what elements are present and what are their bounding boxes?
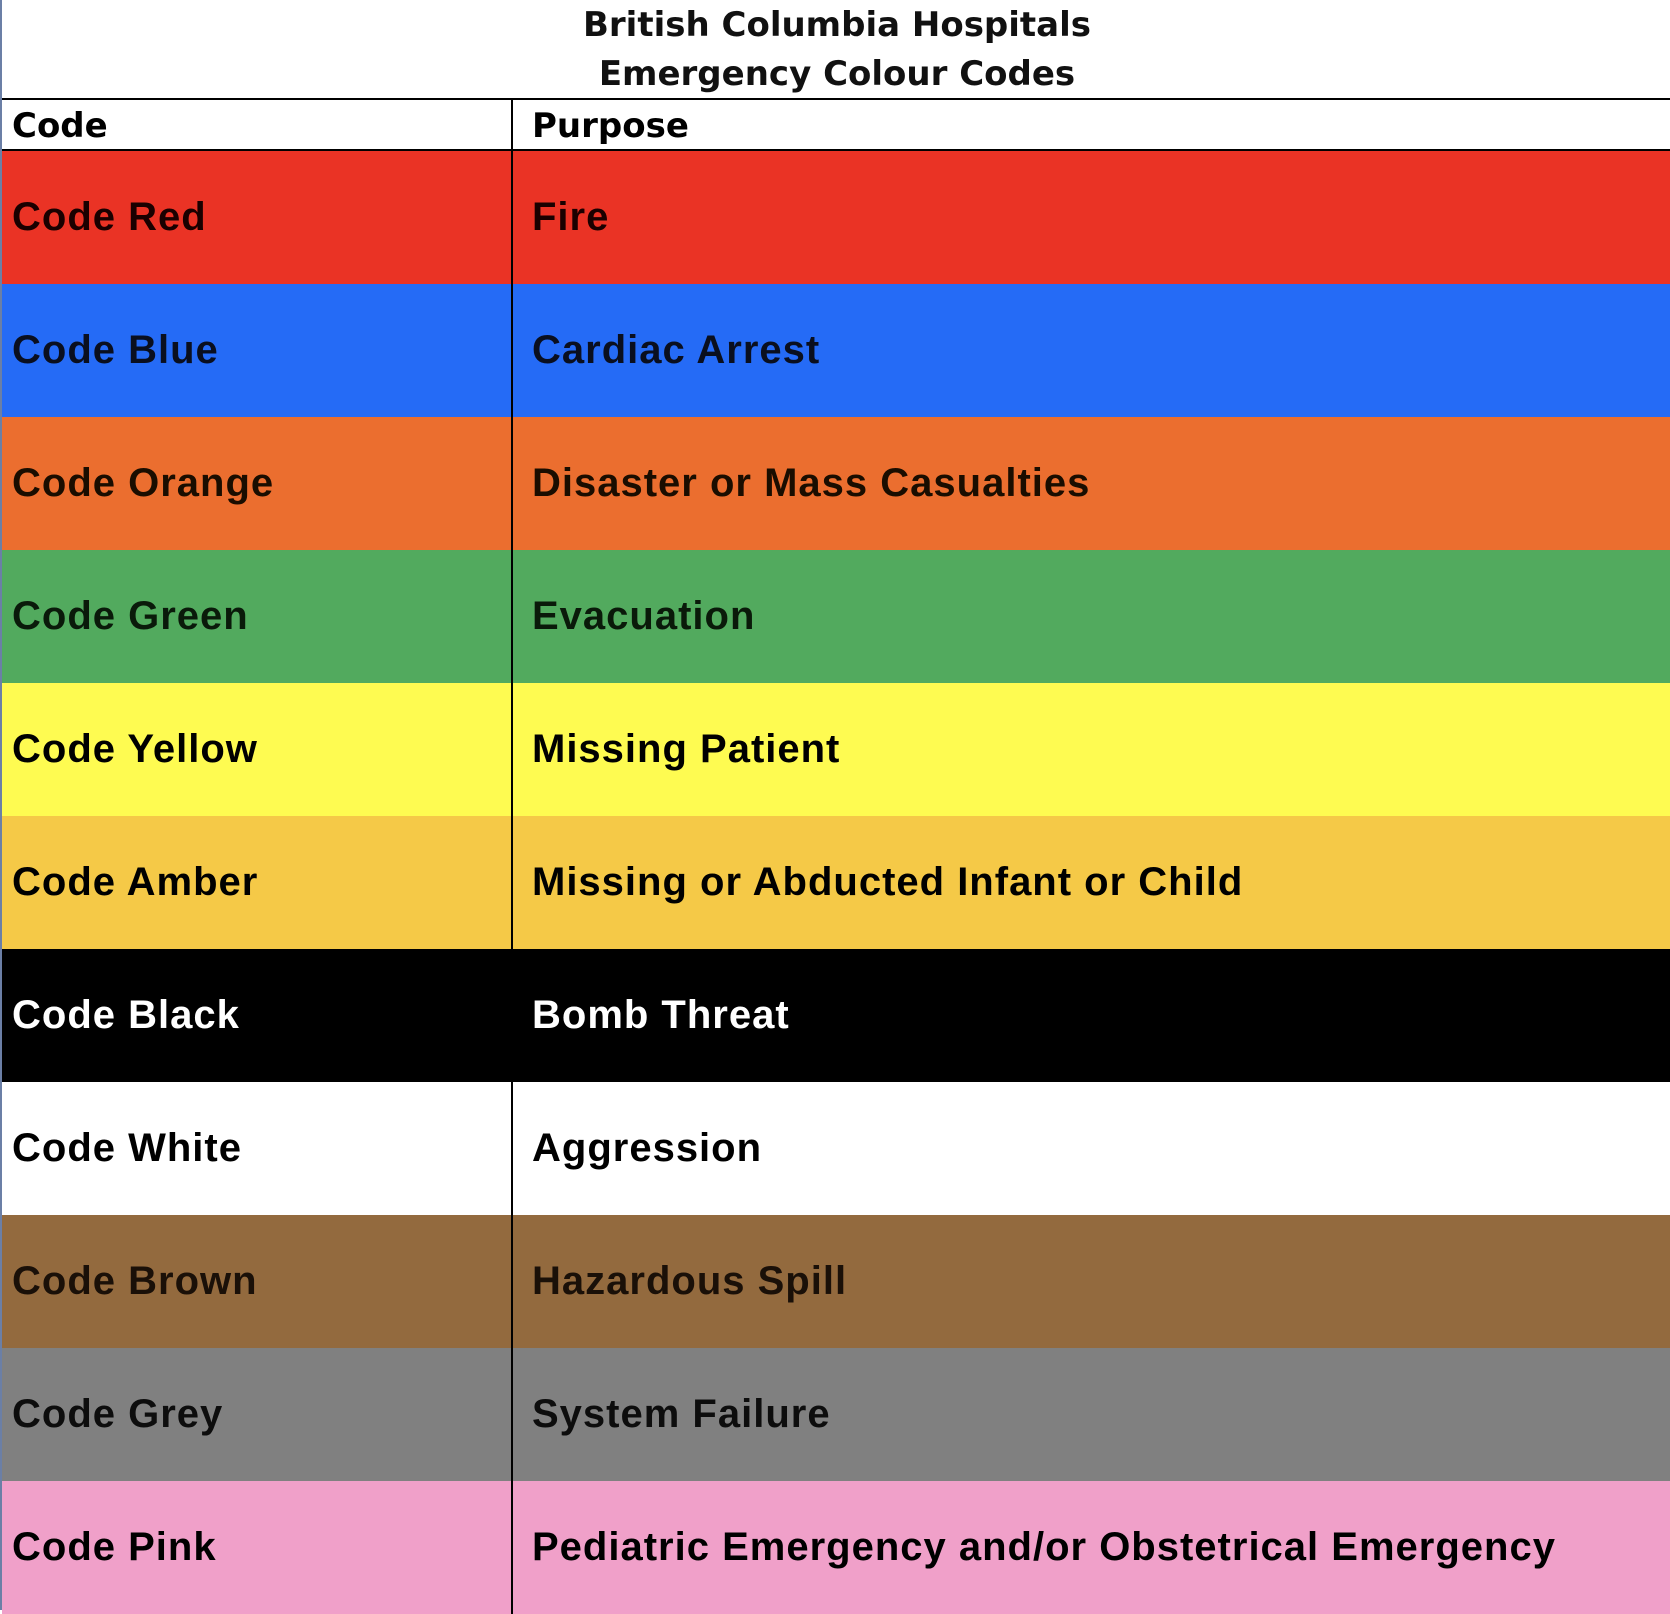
purpose-cell: System Failure (532, 1392, 831, 1436)
column-divider (511, 550, 513, 683)
column-divider (511, 683, 513, 816)
purpose-cell: Pediatric Emergency and/or Obstetrical Emergency (532, 1525, 1556, 1569)
code-name-cell: Code Green (12, 594, 249, 638)
table-row (2, 1348, 1670, 1481)
table-row (2, 1082, 1670, 1215)
title-line-1: British Columbia Hospitals (582, 5, 1092, 45)
table-row (2, 550, 1670, 683)
table-row (2, 417, 1670, 550)
purpose-cell: Disaster or Mass Casualties (532, 461, 1091, 505)
purpose-cell: Missing or Abducted Infant or Child (532, 860, 1244, 904)
table-body (2, 151, 1670, 1614)
codes-table (2, 98, 1670, 1614)
title-line-2: Emergency Colour Codes (598, 54, 1076, 94)
column-divider (511, 1215, 513, 1348)
code-name-cell: Code Red (12, 195, 207, 239)
purpose-cell: Aggression (532, 1126, 763, 1170)
column-divider (511, 151, 513, 284)
purpose-cell: Cardiac Arrest (532, 328, 821, 372)
table-row (2, 683, 1670, 816)
column-divider (511, 949, 513, 1082)
column-divider (511, 417, 513, 550)
table-row (2, 1215, 1670, 1348)
code-name-cell: Code Brown (12, 1259, 258, 1303)
code-name-cell: Code Pink (12, 1525, 217, 1569)
code-name-cell: Code Grey (12, 1392, 224, 1436)
column-divider (511, 284, 513, 417)
table-row (2, 151, 1670, 284)
sheet-title (2, 0, 1670, 99)
table-row (2, 1481, 1670, 1614)
column-divider (511, 816, 513, 949)
column-divider (511, 1082, 513, 1215)
table-row (2, 816, 1670, 949)
table-row (2, 284, 1670, 417)
table-header-row (2, 100, 1670, 151)
purpose-cell: Missing Patient (532, 727, 841, 771)
header-purpose: Purpose (532, 106, 689, 146)
purpose-cell: Evacuation (532, 594, 756, 638)
purpose-cell: Fire (532, 195, 610, 239)
header-column-divider (511, 100, 513, 149)
code-name-cell: Code Yellow (12, 727, 258, 771)
purpose-cell: Hazardous Spill (532, 1259, 848, 1303)
code-name-cell: Code Blue (12, 328, 219, 372)
code-name-cell: Code White (12, 1126, 242, 1170)
header-code: Code (12, 106, 108, 146)
table-row (2, 949, 1670, 1082)
column-divider (511, 1481, 513, 1614)
purpose-cell: Bomb Threat (532, 993, 790, 1037)
code-name-cell: Code Amber (12, 860, 259, 904)
column-divider (511, 1348, 513, 1481)
code-name-cell: Code Orange (12, 461, 275, 505)
code-name-cell: Code Black (12, 993, 240, 1037)
